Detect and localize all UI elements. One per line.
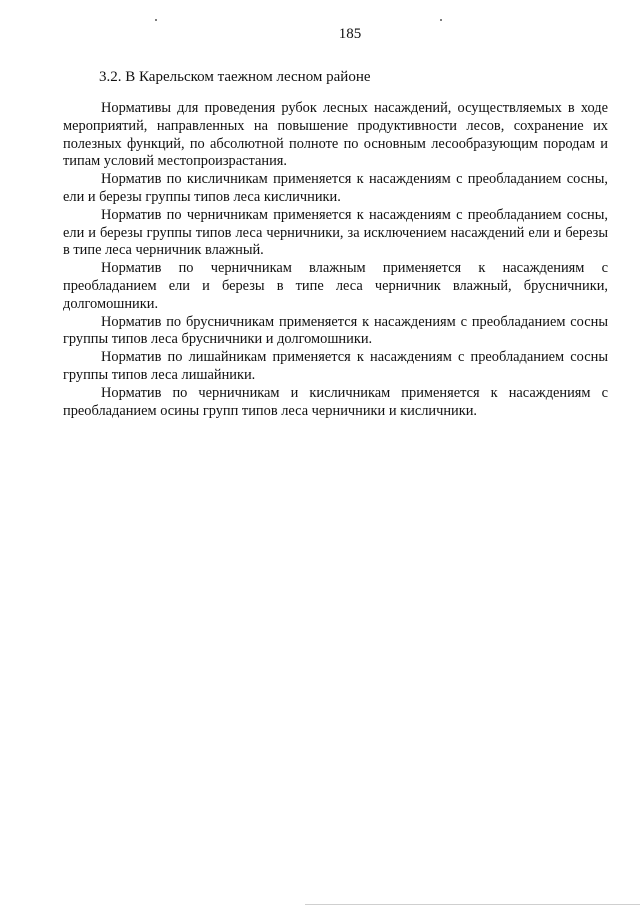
paragraph: Норматив по лишайникам применяется к насаждениям с преобладанием сосны группы типов леса лишайники. [63, 349, 608, 383]
section-heading: 3.2. В Карельском таежном лесном районе [99, 69, 371, 85]
body-text [63, 100, 608, 420]
paragraph: Нормативы для проведения рубок лесных насаждений, осуществляемых в ходе мероприятий, направленных на повышение продуктивности лесов, сохранение их полезных функций, по абсолютной полноте по основным лесообразующим породам и типам условий местопроизрастания. [63, 100, 608, 170]
paragraph: Норматив по кисличникам применяется к насаждениям с преобладанием сосны, ели и березы группы типов леса кисличники. [63, 171, 608, 205]
page-number: 185 [338, 26, 362, 42]
paragraph: Норматив по черничникам влажным применяется к насаждениям с преобладанием ели и березы в типе леса черничник влажный, брусничники, долгомошники. [63, 260, 608, 312]
scan-speck [155, 19, 157, 21]
paragraph: Норматив по брусничникам применяется к насаждениям с преобладанием сосны группы типов леса брусничники и долгомошники. [63, 313, 608, 348]
paragraph: Норматив по черничникам применяется к насаждениям с преобладанием сосны, ели и березы группы типов леса черничники, за исключением насаждений ели и березы в типе леса черничник влажный. [63, 206, 608, 259]
scan-speck [440, 19, 442, 21]
paragraph: Норматив по черничникам и кисличникам применяется к насаждениям с преобладанием осины групп типов леса черничники и кисличники. [63, 384, 608, 419]
